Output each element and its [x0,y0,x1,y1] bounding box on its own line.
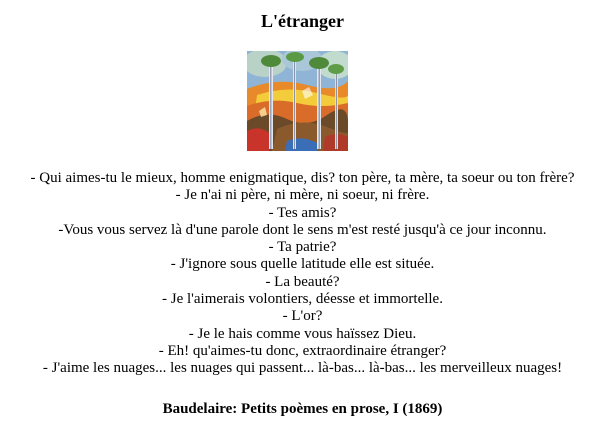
poem-line: - J'ignore sous quelle latitude elle est située. [170,256,435,273]
poem-line: - La beauté? [265,273,340,290]
poem-line: - Je l'aimerais volontiers, déesse et immortelle. [162,291,443,308]
poem-line: - J'aime les nuages... les nuages qui passent... là-bas... là-bas... les merveilleux nuages! [42,360,563,377]
abstract-painting-image [247,51,348,151]
poem-text [0,170,605,378]
poem-line: - Qui aimes-tu le mieux, homme enigmatique, dis? ton père, ta mère, ta soeur ou ton frère? [30,170,575,186]
poem-line: - Tes amis? [268,204,337,221]
poem-line: - Ta patrie? [268,239,337,256]
poem-line: - Je n'ai ni père, ni mère, ni soeur, ni frère. [175,187,430,204]
poem-line: - L'or? [282,308,323,325]
poem-line: - Eh! qu'aimes-tu donc, extraordinaire étranger? [158,342,447,359]
poem-line: - Je le hais comme vous haïssez Dieu. [188,325,417,342]
poem-line: -Vous vous servez là d'une parole dont le sens m'est resté jusqu'à ce jour inconnu. [58,221,547,238]
page-title: L'étranger [261,11,344,31]
poem-signature: Baudelaire: Petits poèmes en prose, I (1869) [162,401,443,417]
